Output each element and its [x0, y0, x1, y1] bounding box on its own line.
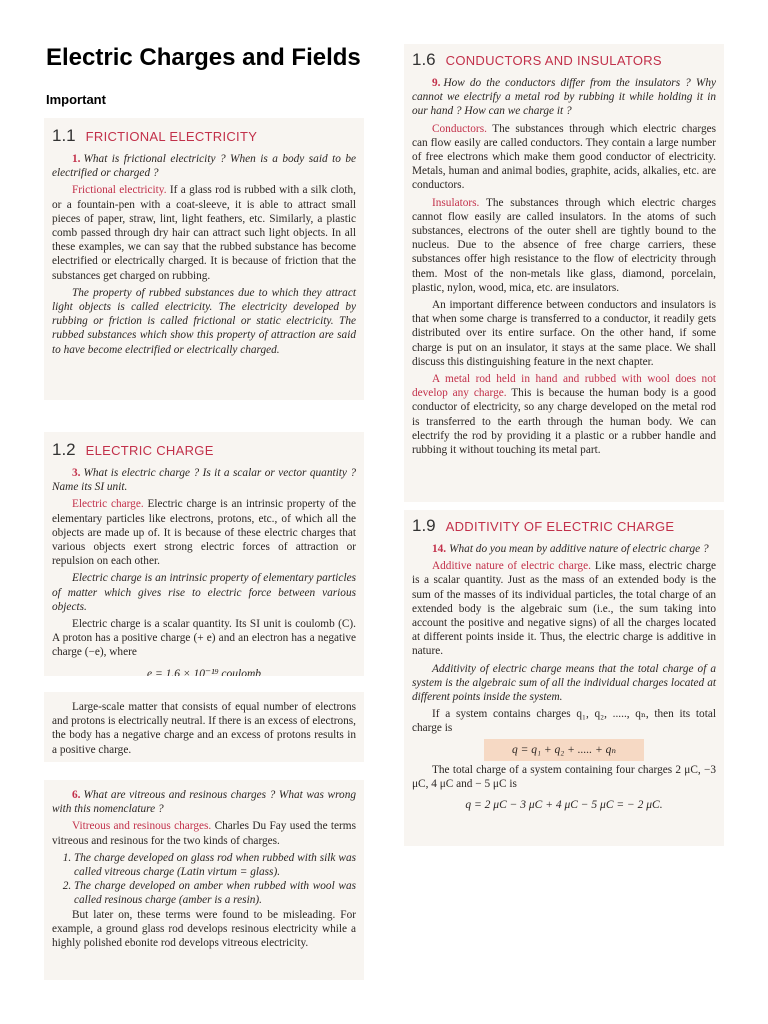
charge-formula: e = 1.6 × 10⁻¹⁹ coulomb [147, 667, 261, 676]
section-number: 1.6 [412, 50, 436, 69]
difference-paragraph: An important difference between conductors and insulators is that when some charge is transferred to a conductor, it readily gets distributed over its entire surface. On the other hand, if some charge is put on an insulator, it stays at the same place. We shall discuss this distinguishing feature in the next chapter. [412, 299, 716, 368]
section-title: CONDUCTORS AND INSULATORS [445, 53, 662, 68]
question-text: How do the conductors differ from the insulators ? Why cannot we electrify a metal rod by rubbing it while holding it in our hand ? How can we charge it ? [412, 77, 716, 118]
section-header [412, 516, 716, 536]
answer-text: Electric charge is an intrinsic property of the elementary particles like electrons, protons, etc., of which all the objects are made up of. It is because of these electric charges that various objects exert strong electric forces of attraction or repulsion on each other. [52, 498, 356, 568]
question-text: What is frictional electricity ? When is a body said to be electrified or charged ? [52, 153, 356, 180]
answer-paragraph [52, 819, 356, 847]
insulators-paragraph [412, 196, 716, 295]
conductors-paragraph [412, 122, 716, 193]
section-vitreous-resinous [44, 780, 364, 980]
answer-term: Vitreous and resinous charges. [72, 820, 212, 833]
example-formula: q = 2 μC − 3 μC + 4 μC − 5 μC = − 2 μC. [465, 799, 663, 812]
answer-text: This is because the human body is a good conductor of electricity, so any charge developed on the metal rod is transferred to the earth through the human body. We can electrify the rod by providing it a plastic or a rubber handle and rubbing it without touching its metal part. [412, 387, 717, 457]
section-conductors-insulators [404, 44, 724, 502]
answer-term: Frictional electricity. [72, 184, 167, 197]
definition-paragraph: Electric charge is an intrinsic property of elementary particles of matter which gives rise to electric force between various objects. [52, 572, 356, 613]
question-number: 14. [432, 543, 447, 555]
neutral-paragraph: Large-scale matter that consists of equal number of electrons and protons is electrically neutral. If there is an excess of electrons, the body has a negative charge and an excess of protons results in a positive charge. [52, 701, 356, 756]
definition-paragraph: The property of rubbed substances due to which they attract light objects is called electricity. The electricity developed by rubbing or friction is called frictional or static electricity. The rubbed substances which show this property of attraction are said to have become electrified or electrically charged. [52, 286, 356, 356]
question-text: What do you mean by additive nature of electric charge ? [449, 543, 709, 555]
list-item: 1. The charge developed on glass rod when rubbed with silk was called vitreous charge (Latin virtum = glass). [74, 851, 356, 879]
example-paragraph: The total charge of a system containing four charges 2 μC, −3 μC, 4 μC and − 5 μC is [412, 763, 716, 790]
charge-types-list [52, 851, 356, 908]
section-header [52, 126, 356, 146]
page-title: Electric Charges and Fields [46, 44, 361, 71]
question [412, 542, 716, 556]
question-text: What are vitreous and resinous charges ? What was wrong with this nomenclature ? [52, 789, 356, 816]
question-text: What is electric charge ? Is it a scalar or vector quantity ? Name its SI unit. [52, 467, 356, 494]
answer-text: The substances through which electric charges cannot flow easily are called insulators. In the atoms of such substances, electrons of the outer shell are tightly bound to the nucleus. Due to the absence of free charge carriers, these substances offer high resistance to the flow of electricity through them. Most of the non-metals like glass, diamond, porcelain, plastic, nylon, wood, mica, etc. are insulators. [412, 196, 716, 294]
total-charge-formula: q = q₁ + q₂ + ..... + qₙ [484, 739, 644, 761]
answer-text: Like mass, electric charge is a scalar quantity. Just as the mass of an extended body is the sum of the masses of its individual particles, the total charge of an extended body is the algebraic sum (i.e., the sum taking into account the positive and negative signs) of all the charges located at different points inside it. Thus, the electric charge is additive in nature. [412, 560, 716, 658]
system-paragraph: If a system contains charges q₁, q₂, ....., qₙ, then its total charge is [412, 708, 716, 735]
scalar-paragraph: Electric charge is a scalar quantity. Its SI unit is coulomb (C). A proton has a positive charge (+ e) and an electron has a negative charge (−e), where [52, 618, 356, 659]
answer-paragraph [52, 497, 356, 568]
section-frictional-electricity [44, 118, 364, 400]
definition-paragraph: Additivity of electric charge means that the total charge of a system is the algebraic sum of all the individual charges located at different points inside the system. [412, 662, 716, 704]
answer-term: Insulators. [432, 196, 480, 209]
answer-text: Charles Du Fay used the terms vitreous and resinous for the two kinds of charges. [52, 820, 356, 847]
misleading-paragraph: But later on, these terms were found to be misleading. For example, a ground glass rod develops resinous electricity while a highly polished ebonite rod develops vitreous electricity. [52, 908, 356, 950]
section-electric-charge [44, 432, 364, 676]
list-item: 2. The charge developed on amber when rubbed with wool was called resinous charge (amber is a resin). [74, 879, 356, 907]
section-number: 1.9 [412, 516, 436, 535]
answer-term: Conductors. [432, 122, 487, 135]
section-title: ELECTRIC CHARGE [85, 443, 214, 458]
section-number: 1.1 [52, 126, 76, 145]
answer-term: Additive nature of electric charge. [432, 560, 591, 573]
question-number: 6. [72, 789, 81, 801]
answer-text: The substances through which electric charges can flow easily are called conductors. They contain a large number of free electrons which make them good conductor of electricity. Metals, human and animal bodies, graphite, acids, alkalies, etc. are conductors. [412, 122, 717, 192]
metal-rod-paragraph [412, 372, 716, 457]
question [412, 76, 716, 119]
question [52, 788, 356, 816]
section-number: 1.2 [52, 440, 76, 459]
answer-term: Electric charge. [72, 498, 144, 511]
question [52, 152, 356, 180]
section-header [52, 440, 356, 460]
answer-term: A metal rod held in hand and rubbed with wool does not develop any charge. [412, 373, 716, 400]
question-number: 1. [72, 153, 81, 165]
answer-paragraph [412, 559, 716, 658]
question-number: 3. [72, 467, 81, 479]
question [52, 466, 356, 494]
section-header [412, 50, 716, 70]
section-title: FRICTIONAL ELECTRICITY [85, 129, 258, 144]
question-number: 9. [432, 77, 441, 89]
section-title: ADDITIVITY OF ELECTRIC CHARGE [445, 519, 675, 534]
answer-paragraph [52, 183, 356, 282]
page-subtitle: Important [46, 92, 106, 107]
answer-text: If a glass rod is rubbed with a silk cloth, or a fountain-pen with a coat-sleeve, it is able to attract small pieces of paper, straw, lint, light feathers, etc. Similarly, a plastic comb passed through dry hair can attract such light objects. In all these examples, we can say that the rubbed substance has become electrified or electrically charged. It is because of friction that the substances get charged on rubbing. [52, 184, 356, 282]
section-neutral-matter [44, 692, 364, 762]
section-additivity [404, 510, 724, 846]
